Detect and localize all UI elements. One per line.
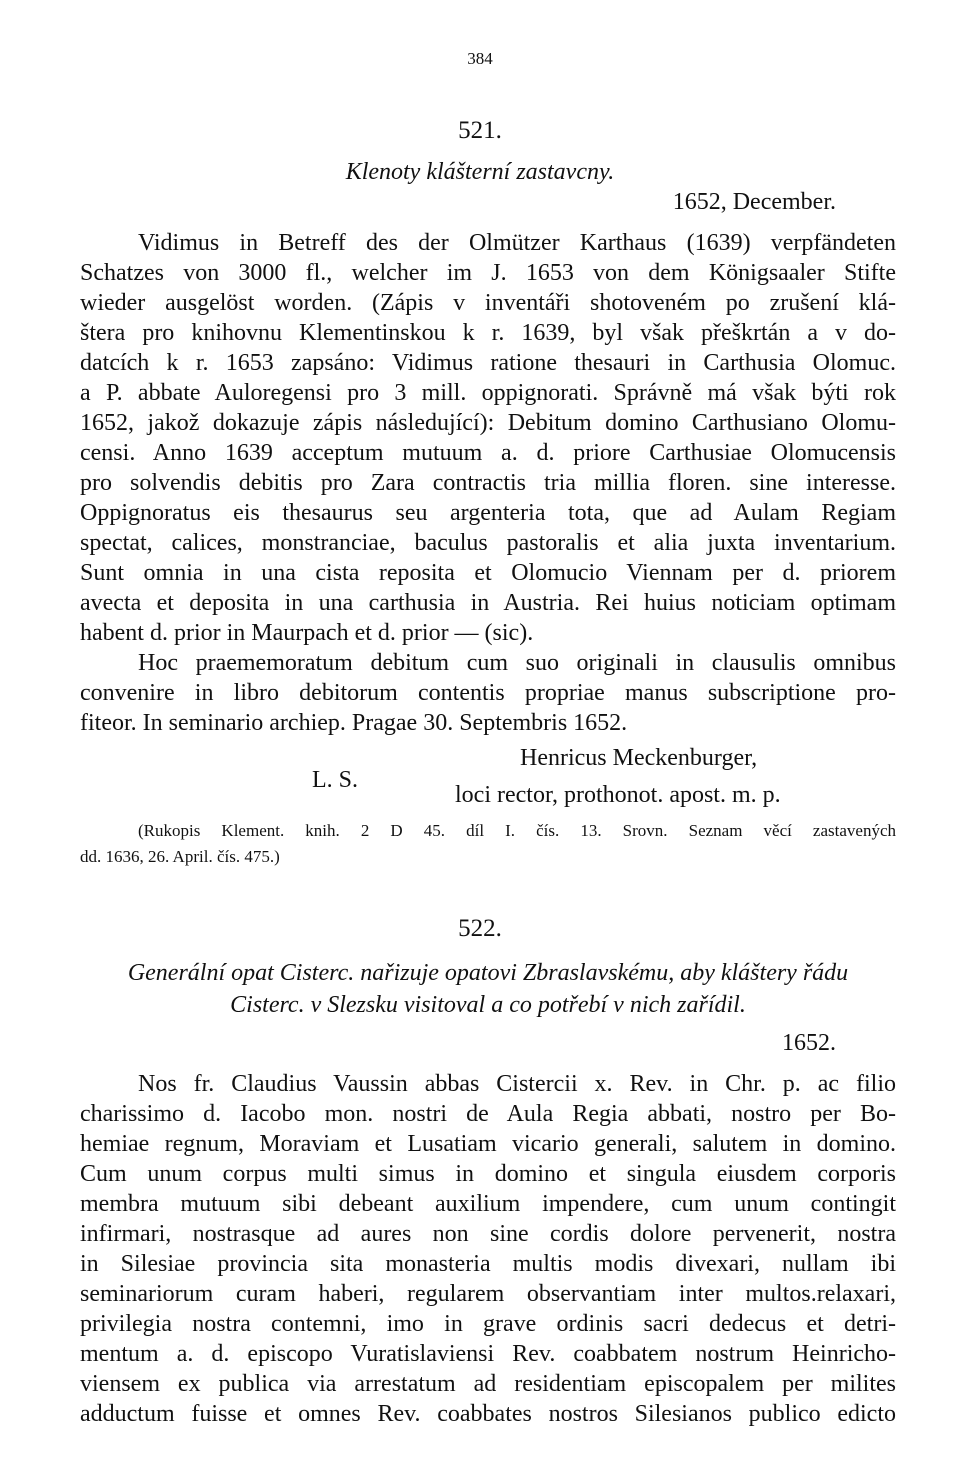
text-line: hemiae regnum, Moraviam et Lusatiam vicario generali, salutem in domino. xyxy=(80,1131,896,1157)
text-line: membra mutuum sibi debeant auxilium impendere, cum unum contingit xyxy=(80,1191,896,1217)
note-line: (Rukopis Klement. knih. 2 D 45. díl I. čís. 13. Srovn. Seznam věcí zastavených xyxy=(138,821,896,840)
text-line: Vidimus in Betreff des der Olmützer Karthaus (1639) verpfändeten xyxy=(138,230,896,256)
document-date: 1652, December. xyxy=(672,189,836,215)
text-line: Sunt omnia in una cista reposita et Olomucio Viennam per d. priorem xyxy=(80,560,896,586)
signature-title: loci rector, prothonot. apost. m. p. xyxy=(455,782,781,808)
document-number: 521. xyxy=(458,117,502,144)
document-title: Generální opat Cisterc. nařizuje opatovi Zbraslavskému, aby kláštery řádu xyxy=(127,960,849,986)
text-line: Schatzes von 3000 fl., welcher im J. 1653 von dem Königsaaler Stifte xyxy=(80,260,896,286)
text-line: avecta et deposita in una carthusia in Austria. Rei huius noticiam optimam xyxy=(80,590,896,616)
signature-name: Henricus Meckenburger, xyxy=(520,745,758,771)
text-line: a P. abbate Auloregensi pro 3 mill. oppignorati. Správně má však býti rok xyxy=(80,380,896,406)
text-line: infirmari, nostrasque ad aures non sine cordis dolore pervenerit, nostra xyxy=(80,1221,896,1247)
document-number: 522. xyxy=(458,915,502,942)
text-line: 1652, jakož dokazuje zápis následující): Debitum domino Carthusiano Olomu- xyxy=(80,410,896,436)
page-number: 384 xyxy=(467,49,493,68)
text-line: habent d. prior in Maurpach et d. prior — (sic). xyxy=(80,620,534,646)
text-line: viensem ex publica via arrestatum ad residentiam episcopalem per milites xyxy=(80,1371,896,1397)
document-title: Klenoty klášterní zastavcny. xyxy=(345,159,615,185)
text-line: Cum unum corpus multi simus in domino et singula eiusdem corporis xyxy=(80,1161,896,1187)
text-line: štera pro knihovnu Klementinskou k r. 1639, byl však přeškrtán a v do- xyxy=(80,320,896,346)
text-line: wieder ausgelöst worden. (Zápis v inventáři shotoveném po zrušení klá- xyxy=(80,290,896,316)
text-line: adductum fuisse et omnes Rev. coabbates nostros Silesianos publico edicto xyxy=(80,1401,896,1427)
text-line: convenire in libro debitorum contentis propriae manus subscriptione pro- xyxy=(80,680,896,706)
text-line: spectat, calices, monstranciae, baculus pastoralis et alia juxta inventarium. xyxy=(80,530,896,556)
text-line: censi. Anno 1639 acceptum mutuum a. d. priore Carthusiae Olomucensis xyxy=(80,440,896,466)
text-line: datcích k r. 1653 zapsáno: Vidimus ratione thesauri in Carthusia Olomuc. xyxy=(80,350,896,376)
text-line: charissimo d. Iacobo mon. nostri de Aula Regia abbati, nostro per Bo- xyxy=(80,1101,896,1127)
text-line: in Silesiae provincia sita monasteria multis modis divexari, nullam ibi xyxy=(80,1251,896,1277)
text-line: pro solvendis debitis pro Zara contractis tria millia floren. sine interesse. xyxy=(80,470,896,496)
text-line: fiteor. In seminario archiep. Pragae 30. Septembris 1652. xyxy=(80,710,628,736)
note-line: dd. 1636, 26. April. čís. 475.) xyxy=(80,847,280,866)
seal-mark: L. S. xyxy=(312,767,359,793)
text-line: mentum a. d. episcopo Vuratislaviensi Rev. coabbatem nostrum Heinricho- xyxy=(80,1341,896,1367)
text-line: seminariorum curam haberi, regularem observantiam inter multos.relaxari, xyxy=(80,1281,896,1307)
text-line: Hoc praememoratum debitum cum suo originali in clausulis omnibus xyxy=(138,650,896,676)
document-date: 1652. xyxy=(782,1030,836,1056)
text-line: Nos fr. Claudius Vaussin abbas Cistercii x. Rev. in Chr. p. ac filio xyxy=(138,1071,896,1097)
text-line: Oppignoratus eis thesaurus seu argenteria tota, que ad Aulam Regiam xyxy=(80,500,896,526)
document-title: Cisterc. v Slezsku visitoval a co potřebí v nich zařídil. xyxy=(230,992,746,1018)
text-line: privilegia nostra contemni, imo in grave ordinis sacri dedecus et detri- xyxy=(80,1311,896,1337)
